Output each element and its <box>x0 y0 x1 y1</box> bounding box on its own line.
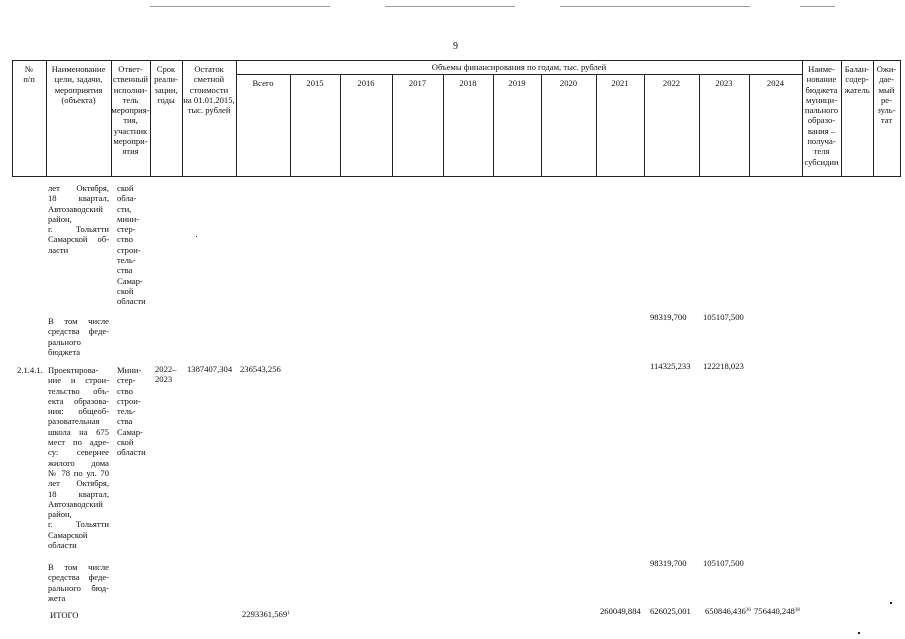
row-value-2022: 98319,700 <box>650 312 687 322</box>
row-object-name: В том числе средства феде- рального бюд- жета <box>48 562 109 603</box>
header-col-number: № п/п <box>23 64 35 85</box>
header-col-balance-holder: Балан- содер- жатель <box>844 64 870 95</box>
header-year-2024: 2024 <box>766 78 785 88</box>
total-label: ИТОГО <box>50 610 79 620</box>
header-financing-group: Объемы финансирования по годам, тыс. рублей <box>431 62 607 72</box>
total-value-2024: 756440,248$^{38}$ <box>754 606 800 616</box>
footnote-mark: 38 <box>794 608 800 613</box>
row-responsible: ской обла- сти, мини- стер- ство строи- тель- ства Самар- ской области <box>117 183 146 307</box>
row-total: 236543,256 <box>240 364 281 374</box>
header-year-2018: 2018 <box>459 78 477 88</box>
header-col-expected-result: Ожи- дае- мый ре- зуль- тат <box>876 64 897 126</box>
header-year-2015: 2015 <box>306 78 324 88</box>
row-value-2022: 114325,233 <box>650 361 691 371</box>
total-value-2023: 650846,436$^{36}$ <box>705 606 751 616</box>
scan-speck <box>890 602 892 604</box>
row-term: 2022– 2023 <box>155 364 177 385</box>
header-year-2016: 2016 <box>357 78 375 88</box>
header-year-2022: 2022 <box>662 78 681 88</box>
header-col-budget-name: Наиме- нование бюджета муници- пального образо- вания – получа- теля субсидии <box>804 64 839 167</box>
row-number: 2.1.4.1. <box>17 365 43 375</box>
header-col-total: Всего <box>252 78 274 88</box>
row-object-name: лет Октября, 18 квартал, Автозаводский район, г. Тольятти Самарской об- ласти <box>48 183 109 255</box>
row-responsible: Мини- стер- ство строи- тель- ства Самар- ской области <box>117 365 146 458</box>
row-value-2023: 105107,500 <box>703 312 744 322</box>
page-number: 9 <box>453 41 458 52</box>
footnote-mark: 36 <box>745 608 751 613</box>
header-col-remaining-cost: Остаток сметной стоимости на 01.01.2015, тыс. рублей <box>183 64 235 116</box>
header-col-responsible: Ответ- ственный исполни- тель мероприя- тия, участник меропри- ятия <box>111 64 150 157</box>
footnote-mark: 1 <box>287 611 290 616</box>
row-value-2023: 122218,023 <box>703 361 744 371</box>
row-value-2023: 105107,500 <box>703 558 744 568</box>
header-col-name: Наименование цели, задачи, мероприятия (объекта) <box>51 64 106 105</box>
scan-speck <box>858 632 860 634</box>
header-year-2023: 2023 <box>715 78 733 88</box>
header-year-2020: 2020 <box>559 78 578 88</box>
row-object-name: Проектирова- ние и строи- тельство объ- екта образова- ния: общеоб- разовательная школа на 675 мест по адре- су: севернее жилого дома № 78 по ул. 70 лет Октября, 18 квартал, Автозаводский район, г. Тольятти Самарской области <box>48 365 109 551</box>
total-sum: 2293361,569$^1$ <box>242 609 290 619</box>
scan-speck <box>196 236 197 237</box>
row-value-2022: 98319,700 <box>650 558 687 568</box>
header-year-2017: 2017 <box>408 78 427 88</box>
row-object-name: В том числе средства феде- рального бюджета <box>48 316 109 357</box>
header-year-2019: 2019 <box>508 78 526 88</box>
total-value-2022: 626025,001 <box>650 606 691 616</box>
total-value-2021: 260049,884 <box>600 606 641 616</box>
header-year-2021: 2021 <box>611 78 629 88</box>
row-remaining-cost: 1387407,304 <box>187 364 233 374</box>
header-col-term: Срок реали- зации, годы <box>154 64 178 105</box>
